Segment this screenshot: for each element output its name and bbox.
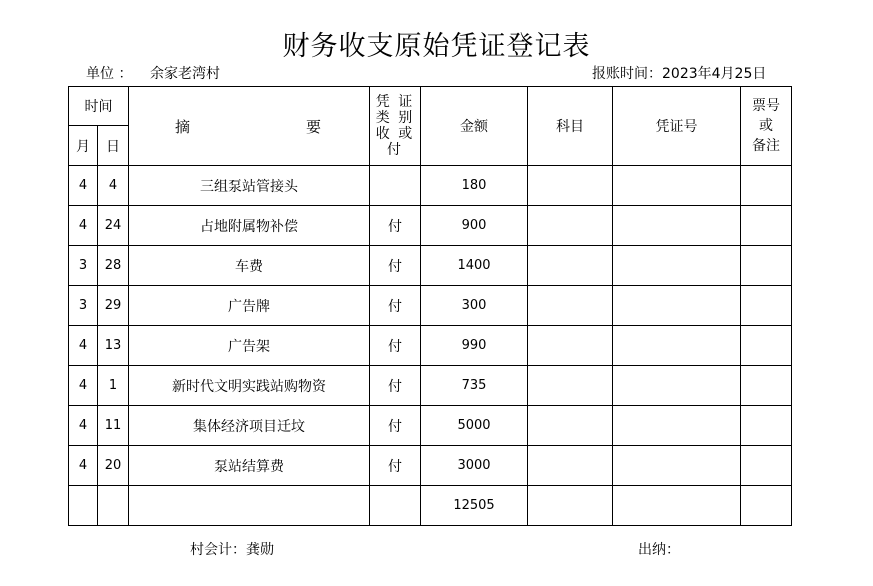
total-subject xyxy=(528,486,613,526)
report-date: 报账时间：2023年4月25日 xyxy=(592,66,767,82)
row-amount: 3000 xyxy=(421,446,528,486)
row-type xyxy=(370,166,421,206)
row-type: 付 xyxy=(370,286,421,326)
row-type: 付 xyxy=(370,406,421,446)
row-subject xyxy=(528,286,613,326)
table-row xyxy=(69,246,792,286)
header-abstract xyxy=(129,87,370,166)
row-month: 3 xyxy=(69,286,98,326)
row-subject xyxy=(528,406,613,446)
row-abstract: 广告架 xyxy=(129,326,370,366)
row-day: 4 xyxy=(98,166,129,206)
accountant-signature: 村会计：龚勋 xyxy=(190,542,274,558)
header-voucher-no: 凭证号 xyxy=(613,87,741,166)
row-abstract: 车费 xyxy=(129,246,370,286)
unit-value: 余家老湾村 xyxy=(150,66,220,82)
row-subject xyxy=(528,326,613,366)
row-amount: 735 xyxy=(421,366,528,406)
row-amount: 300 xyxy=(421,286,528,326)
table-row xyxy=(69,286,792,326)
row-type: 付 xyxy=(370,446,421,486)
row-voucher-no xyxy=(613,406,741,446)
row-day: 11 xyxy=(98,406,129,446)
row-amount: 5000 xyxy=(421,406,528,446)
row-day: 29 xyxy=(98,286,129,326)
row-subject xyxy=(528,366,613,406)
header-note-line-1: 票号 xyxy=(752,98,780,114)
header-time: 时间 xyxy=(69,87,129,126)
header-voucher-type-line-1: 凭 证 xyxy=(375,94,415,110)
row-abstract: 占地附属物补偿 xyxy=(129,206,370,246)
row-note xyxy=(741,246,792,286)
unit-label: 单位 ： xyxy=(86,66,133,82)
page-title: 财务收支原始凭证登记表 xyxy=(282,31,591,62)
row-subject xyxy=(528,206,613,246)
total-voucher-no xyxy=(613,486,741,526)
row-voucher-no xyxy=(613,166,741,206)
header-voucher-type-line-4: 付 xyxy=(387,142,403,158)
header-note-line-2: 或 xyxy=(759,118,773,134)
row-voucher-no xyxy=(613,206,741,246)
row-type: 付 xyxy=(370,246,421,286)
row-voucher-no xyxy=(613,246,741,286)
table-row xyxy=(69,406,792,446)
row-amount: 900 xyxy=(421,206,528,246)
row-voucher-no xyxy=(613,446,741,486)
row-month: 4 xyxy=(69,206,98,246)
header-day: 日 xyxy=(98,126,129,166)
header-amount: 金额 xyxy=(421,87,528,166)
row-month: 3 xyxy=(69,246,98,286)
header-abstract-right: 要 xyxy=(305,117,321,136)
total-note xyxy=(741,486,792,526)
row-note xyxy=(741,326,792,366)
header-voucher-type-line-2: 类 别 xyxy=(375,110,415,126)
row-amount: 990 xyxy=(421,326,528,366)
row-day: 1 xyxy=(98,366,129,406)
total-type xyxy=(370,486,421,526)
row-month: 4 xyxy=(69,166,98,206)
row-day: 24 xyxy=(98,206,129,246)
row-month: 4 xyxy=(69,406,98,446)
row-month: 4 xyxy=(69,446,98,486)
header-voucher-type xyxy=(370,87,421,166)
total-month xyxy=(69,486,98,526)
row-note xyxy=(741,206,792,246)
table-row xyxy=(69,446,792,486)
row-subject xyxy=(528,446,613,486)
row-abstract: 集体经济项目迁坟 xyxy=(129,406,370,446)
row-note xyxy=(741,446,792,486)
table-row xyxy=(69,326,792,366)
row-subject xyxy=(528,246,613,286)
header-note xyxy=(741,87,792,166)
ledger-table xyxy=(68,86,792,526)
row-type: 付 xyxy=(370,206,421,246)
total-day xyxy=(98,486,129,526)
row-month: 4 xyxy=(69,366,98,406)
row-note xyxy=(741,406,792,446)
row-day: 20 xyxy=(98,446,129,486)
table-row xyxy=(69,366,792,406)
row-voucher-no xyxy=(613,366,741,406)
row-type: 付 xyxy=(370,366,421,406)
row-voucher-no xyxy=(613,326,741,366)
header-subject: 科目 xyxy=(528,87,613,166)
cashier-signature: 出纳： xyxy=(638,542,680,558)
total-amount: 12505 xyxy=(421,486,528,526)
total-abstract xyxy=(129,486,370,526)
header-voucher-type-line-3: 收 或 xyxy=(375,126,415,142)
header-month: 月 xyxy=(69,126,98,166)
row-amount: 180 xyxy=(421,166,528,206)
row-note xyxy=(741,286,792,326)
row-voucher-no xyxy=(613,286,741,326)
row-note xyxy=(741,166,792,206)
row-month: 4 xyxy=(69,326,98,366)
row-type: 付 xyxy=(370,326,421,366)
row-abstract: 泵站结算费 xyxy=(129,446,370,486)
row-amount: 1400 xyxy=(421,246,528,286)
table-row xyxy=(69,166,792,206)
header-row-1 xyxy=(69,87,792,126)
row-day: 28 xyxy=(98,246,129,286)
row-subject xyxy=(528,166,613,206)
row-note xyxy=(741,366,792,406)
table-row xyxy=(69,206,792,246)
row-abstract: 广告牌 xyxy=(129,286,370,326)
header-abstract-left: 摘 xyxy=(175,117,191,136)
row-abstract: 三组泵站管接头 xyxy=(129,166,370,206)
total-row xyxy=(69,486,792,526)
row-day: 13 xyxy=(98,326,129,366)
row-abstract: 新时代文明实践站购物资 xyxy=(129,366,370,406)
header-note-line-3: 备注 xyxy=(752,138,780,154)
